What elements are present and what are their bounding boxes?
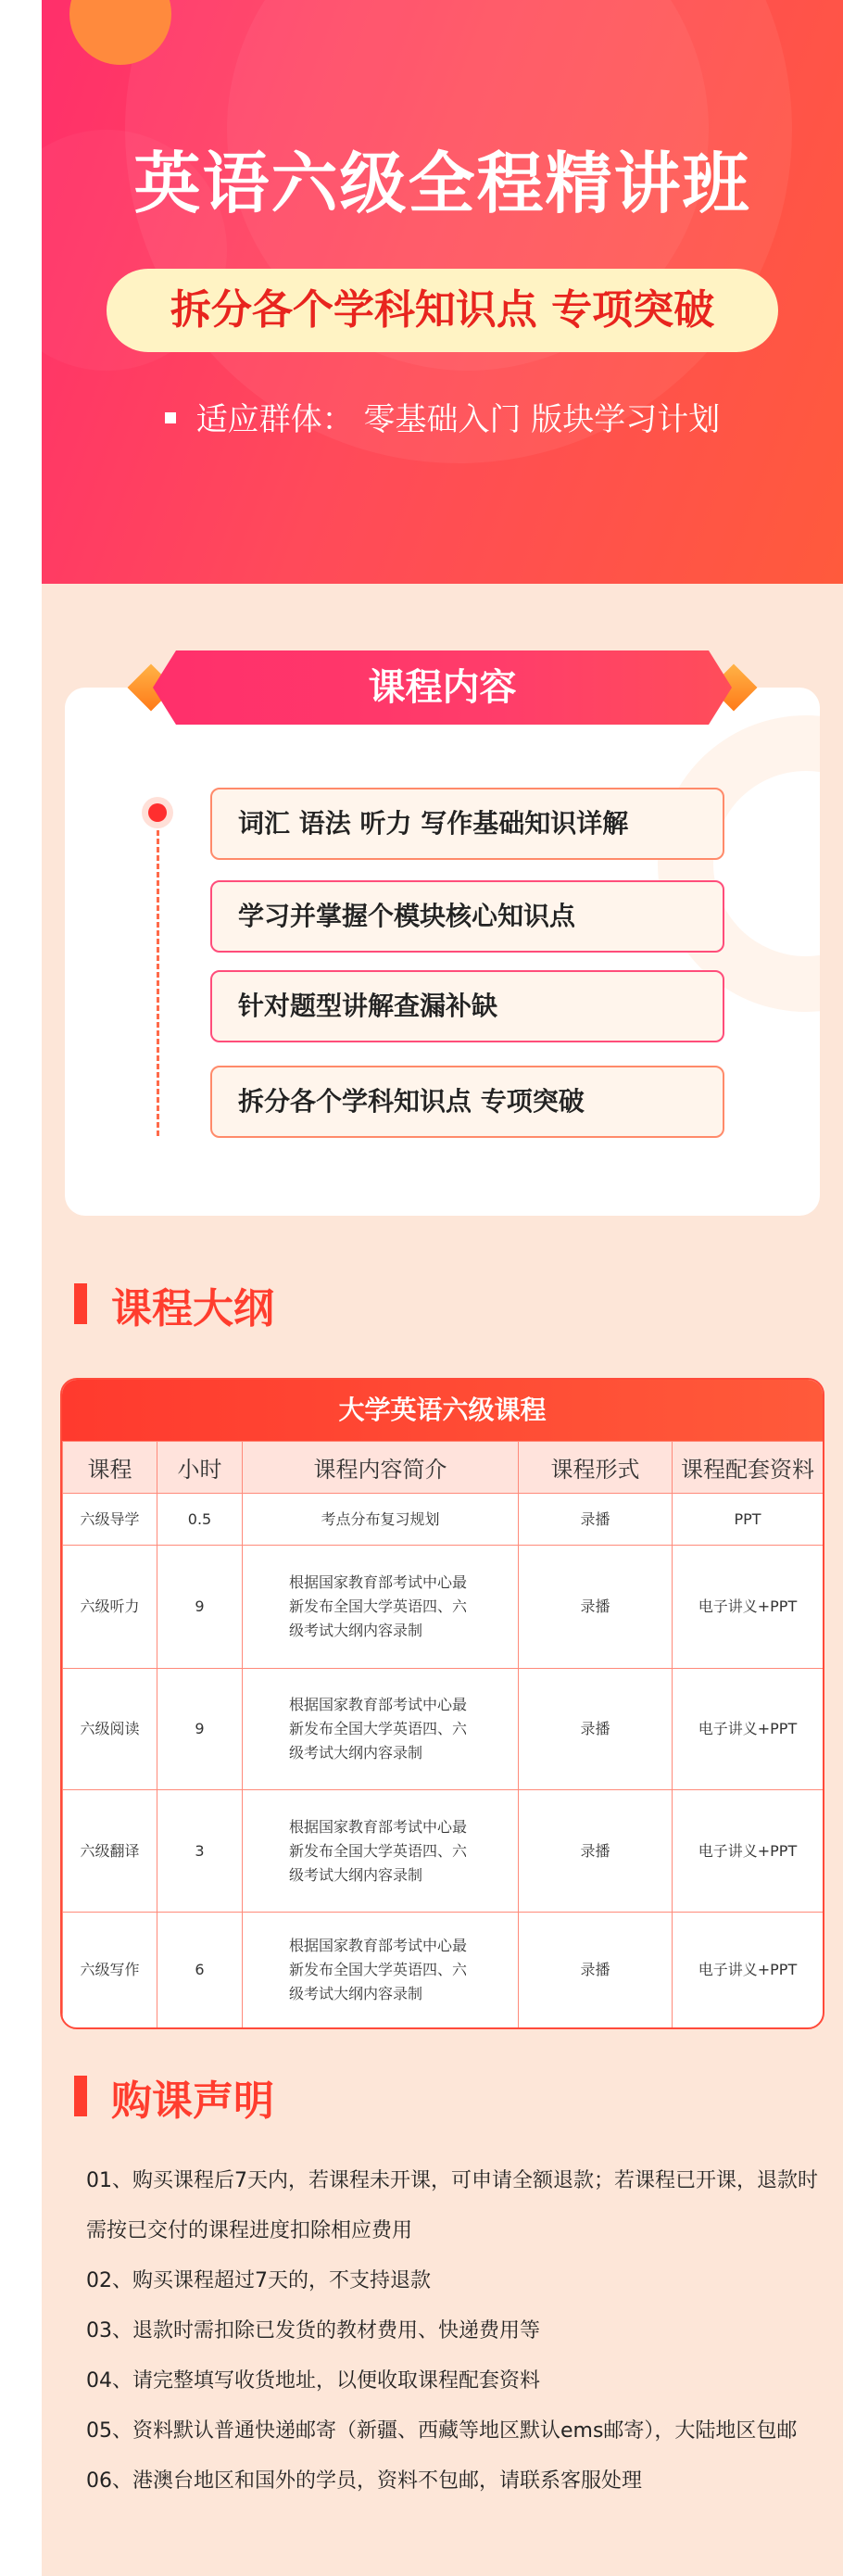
bullet-icon	[165, 412, 176, 423]
table-cell: 六级听力	[63, 1546, 157, 1669]
hero-subtitle-text: 适应群体： 零基础入门 版块学习计划	[195, 401, 721, 438]
table-cell: 9	[157, 1669, 243, 1790]
heading-marker	[74, 2076, 87, 2116]
hero-banner	[42, 0, 843, 584]
table-row	[63, 1913, 824, 2028]
table-row	[63, 1790, 824, 1913]
content-item	[210, 880, 724, 953]
content-item-text: 学习并掌握个模块核心知识点	[238, 901, 576, 931]
table-cell: 六级导学	[63, 1494, 157, 1546]
table-cell: 录播	[519, 1546, 673, 1669]
table-cell: 0.5	[157, 1494, 243, 1546]
notice-line: 需按已交付的课程进度扣除相应费用	[86, 2219, 413, 2242]
table-cell: 9	[157, 1546, 243, 1669]
table-cell: 根据国家教育部考试中心最新发布全国大学英语四、六级考试大纲内容录制	[243, 1669, 519, 1790]
notice-heading-text: 购课声明	[111, 2077, 274, 2125]
table-row	[63, 1494, 824, 1546]
table-cell: 根据国家教育部考试中心最新发布全国大学英语四、六级考试大纲内容录制	[243, 1913, 519, 2028]
table-cell: 6	[157, 1913, 243, 2028]
page	[42, 0, 843, 2576]
content-item-text: 拆分各个学科知识点 专项突破	[238, 1086, 585, 1117]
notice-line: 06、港澳台地区和国外的学员，资料不包邮，请联系客服处理	[86, 2469, 642, 2493]
column-header: 课程内容简介	[243, 1442, 519, 1494]
table-cell: 录播	[519, 1790, 673, 1913]
table-cell: 录播	[519, 1494, 673, 1546]
course-table	[62, 1441, 824, 2028]
table-cell: 电子讲义+PPT	[673, 1790, 824, 1913]
hero-pill: 拆分各个学科知识点 专项突破	[107, 269, 778, 352]
table-title: 大学英语六级课程	[62, 1380, 823, 1441]
table-cell: 电子讲义+PPT	[673, 1913, 824, 2028]
table-cell: 3	[157, 1790, 243, 1913]
content-item-text: 词汇 语法 听力 写作基础知识详解	[238, 808, 629, 839]
column-header: 课程	[63, 1442, 157, 1494]
table-cell: 录播	[519, 1913, 673, 2028]
outline-table	[60, 1378, 824, 2029]
timeline-line	[157, 830, 159, 1136]
table-cell: 根据国家教育部考试中心最新发布全国大学英语四、六级考试大纲内容录制	[243, 1790, 519, 1913]
table-row	[63, 1669, 824, 1790]
hero-subtitle	[42, 394, 843, 439]
notice-line: 02、购买课程超过7天的，不支持退款	[86, 2269, 431, 2292]
table-cell: 六级写作	[63, 1913, 157, 2028]
course-content-banner	[134, 650, 750, 725]
notice-line: 05、资料默认普通快递邮寄（新疆、西藏等地区默认ems邮寄），大陆地区包邮	[86, 2419, 798, 2443]
heading-marker	[74, 1283, 87, 1324]
notice-line: 01、购买课程后7天内，若课程未开课，可申请全额退款；若课程已开课，退款时	[86, 2169, 818, 2192]
table-cell: 电子讲义+PPT	[673, 1546, 824, 1669]
table-cell: 电子讲义+PPT	[673, 1669, 824, 1790]
content-item	[210, 1066, 724, 1138]
column-header: 课程形式	[519, 1442, 673, 1494]
table-cell: 录播	[519, 1669, 673, 1790]
table-header-row	[63, 1442, 824, 1494]
table-cell: 六级翻译	[63, 1790, 157, 1913]
column-header: 课程配套资料	[673, 1442, 824, 1494]
content-item-text: 针对题型讲解查漏补缺	[238, 991, 498, 1021]
notice-line: 03、退款时需扣除已发货的教材费用、快递费用等	[86, 2319, 540, 2342]
timeline-dot-icon	[142, 797, 173, 828]
table-cell: 根据国家教育部考试中心最新发布全国大学英语四、六级考试大纲内容录制	[243, 1546, 519, 1669]
table-cell: PPT	[673, 1494, 824, 1546]
hero-title: 英语六级全程精讲班	[133, 145, 751, 222]
content-item	[210, 970, 724, 1042]
table-cell: 考点分布复习规划	[243, 1494, 519, 1546]
table-row	[63, 1546, 824, 1669]
outline-heading-text: 课程大纲	[111, 1285, 274, 1332]
column-header: 小时	[157, 1442, 243, 1494]
notice-line: 04、请完整填写收货地址，以便收取课程配套资料	[86, 2369, 540, 2393]
course-content-title: 课程内容	[368, 666, 517, 709]
content-item	[210, 788, 724, 860]
table-cell: 六级阅读	[63, 1669, 157, 1790]
